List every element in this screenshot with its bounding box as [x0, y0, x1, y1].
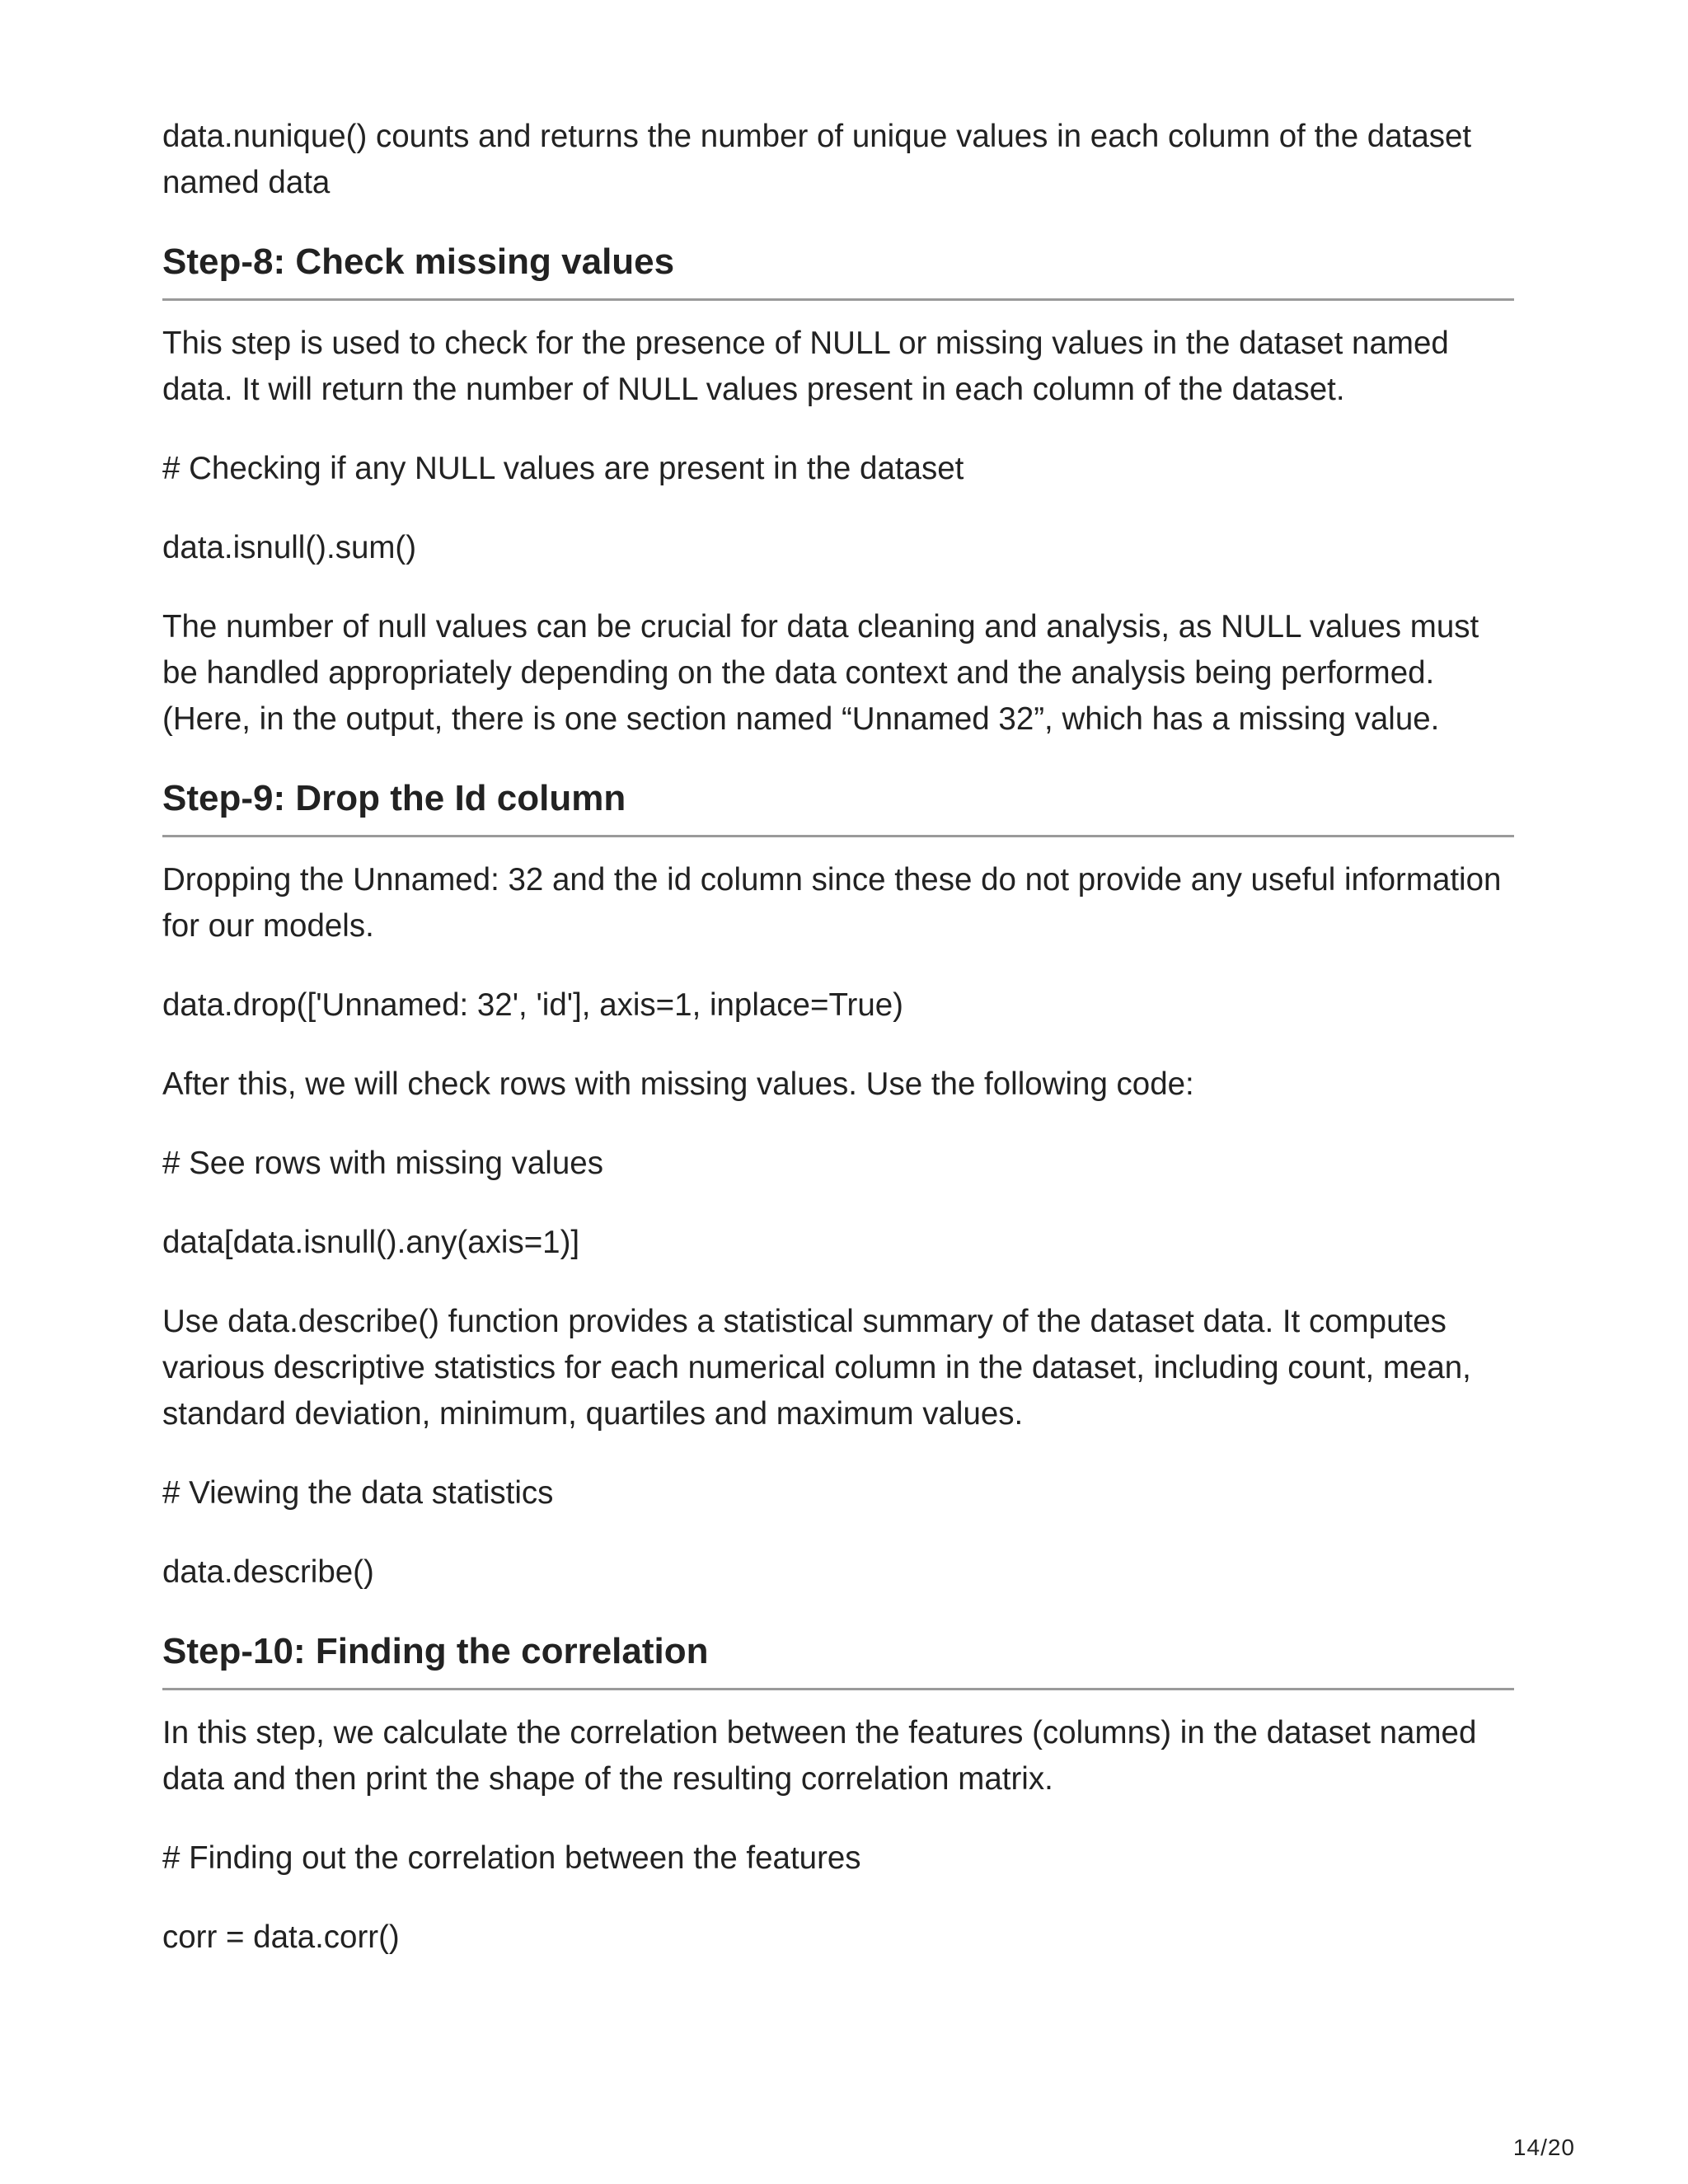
intro-paragraph: data.nunique() counts and returns the number of unique values in each column of the dataset named data	[162, 119, 1472, 200]
step9-code-missing-rows: data[data.isnull().any(axis=1)]	[162, 1225, 580, 1260]
step8-code: data.isnull().sum()	[162, 530, 417, 565]
step9-paragraph-describe: Use data.describe() function provides a statistical summary of the dataset data. It computes various descriptive statistics for each numerical column in the dataset, including count, mean, standard deviation, minimum, quartiles and maximum values.	[162, 1304, 1471, 1432]
step9-code-drop: data.drop(['Unnamed: 32', 'id'], axis=1, inplace=True)	[162, 987, 903, 1023]
step9-paragraph-missing-rows: After this, we will check rows with missing values. Use the following code:	[162, 1066, 1194, 1102]
step10-code-comment: # Finding out the correlation between the features	[162, 1840, 861, 1876]
step9-code-comment-stats: # Viewing the data statistics	[162, 1475, 554, 1511]
step10-paragraph: In this step, we calculate the correlation between the features (columns) in the dataset named data and then print the shape of the resulting correlation matrix.	[162, 1715, 1477, 1797]
step8-paragraph: This step is used to check for the presence of NULL or missing values in the dataset named data. It will return the number of NULL values present in each column of the dataset.	[162, 326, 1449, 407]
step8-paragraph-null-values: The number of null values can be crucial for data cleaning and analysis, as NULL values must be handled appropriately depending on the data context and the analysis being performed. (Here, in the output, there is one section named “Unnamed 32”, which has a missing value.	[162, 609, 1479, 737]
step9-paragraph: Dropping the Unnamed: 32 and the id column since these do not provide any useful information for our models.	[162, 862, 1502, 944]
document-page	[162, 114, 1514, 1994]
step9-code-describe: data.describe()	[162, 1554, 374, 1590]
step8-heading: Step-8: Check missing values	[162, 239, 1514, 301]
step10-heading: Step-10: Finding the correlation	[162, 1629, 1514, 1690]
step8-code-comment: # Checking if any NULL values are present in the dataset	[162, 451, 964, 486]
page-number: 14/20	[1512, 2135, 1575, 2160]
step9-heading: Step-9: Drop the Id column	[162, 776, 1514, 837]
step10-code-corr: corr = data.corr()	[162, 1919, 400, 1955]
step9-code-comment-missing: # See rows with missing values	[162, 1146, 603, 1181]
